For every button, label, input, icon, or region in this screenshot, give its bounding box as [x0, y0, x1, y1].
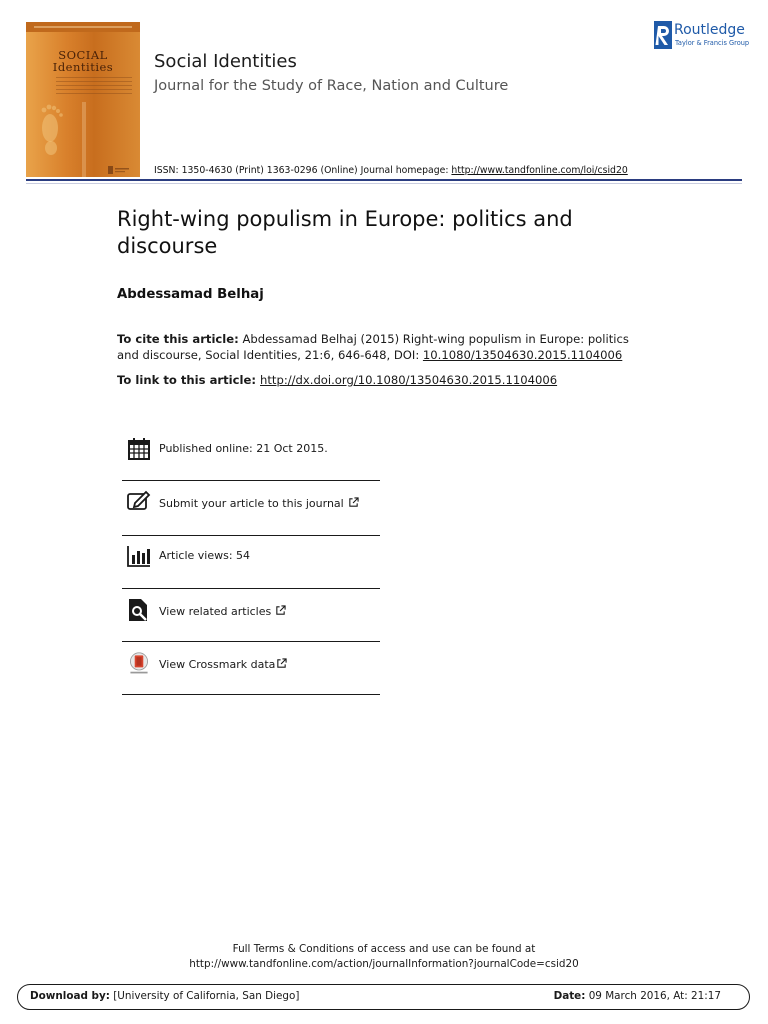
journal-cover-image — [26, 22, 140, 177]
published-row — [122, 428, 380, 481]
link-label: To link to this article: — [117, 373, 261, 387]
crossmark-icon — [127, 652, 151, 676]
article-author: Abdessamad Belhaj — [117, 287, 264, 302]
document-search-icon — [127, 598, 151, 622]
related-articles-link[interactable] — [159, 605, 286, 618]
date-value: 09 March 2016, At: 21:17 — [585, 990, 721, 1002]
bar-chart-icon — [127, 544, 151, 568]
terms-notice — [0, 942, 768, 972]
issn-text: ISSN: 1350-4630 (Print) 1363-0296 (Online) Journal homepage: — [154, 165, 452, 176]
footprint-icon — [36, 92, 72, 162]
published-date-label: Published online: 21 Oct 2015. — [159, 442, 328, 455]
external-link-icon — [348, 497, 359, 508]
cover-title-line2: Identities — [52, 60, 114, 74]
publisher-name: Routledge — [674, 22, 745, 38]
journal-homepage-link[interactable]: http://www.tandfonline.com/loi/csid20 — [451, 165, 628, 176]
download-by — [30, 990, 299, 1002]
crossmark-label: View Crossmark data — [159, 658, 276, 671]
crossmark-link[interactable] — [159, 658, 287, 671]
related-articles-label: View related articles — [159, 605, 272, 618]
article-views-label: Article views: 54 — [159, 549, 251, 562]
header-divider-light — [26, 183, 742, 184]
journal-subtitle: Journal for the Study of Race, Nation and Culture — [154, 78, 509, 94]
terms-link[interactable]: http://www.tandfonline.com/action/journalInformation?journalCode=csid20 — [189, 958, 579, 970]
submit-row[interactable] — [122, 481, 380, 536]
submit-article-label: Submit your article to this journal — [159, 497, 344, 510]
external-link-icon — [276, 658, 287, 669]
download-info-bar — [17, 984, 750, 1010]
cover-title — [26, 49, 140, 73]
article-link-line — [117, 373, 557, 387]
cover-stripe — [82, 102, 86, 177]
article-title: Right-wing populism in Europe: politics and discourse — [117, 207, 573, 258]
journal-title: Social Identities — [154, 51, 297, 72]
cover-publisher-logo-icon — [108, 165, 130, 175]
citation-block — [117, 332, 637, 363]
article-info-list — [122, 428, 380, 695]
routledge-logo-icon — [654, 21, 672, 49]
calendar-icon — [127, 437, 151, 461]
article-permalink[interactable]: http://dx.doi.org/10.1080/13504630.2015.1104006 — [260, 373, 558, 387]
terms-line1: Full Terms & Conditions of access and use can be found at — [232, 943, 536, 955]
views-row — [122, 536, 380, 589]
download-label: Download by: — [30, 990, 110, 1002]
header-divider — [26, 179, 742, 181]
cover-title-line1: SOCIAL — [58, 48, 108, 62]
external-link-icon — [275, 605, 286, 616]
submit-article-link[interactable] — [159, 497, 359, 510]
cite-text: Abdessamad Belhaj (2015) Right-wing populism in Europe: politics and discourse, Social Identities, 21:6, 646-648, DOI: — [117, 332, 629, 362]
download-date — [554, 990, 721, 1002]
date-label: Date: — [553, 990, 586, 1002]
cover-top-band — [26, 22, 140, 32]
cite-label: To cite this article: — [117, 332, 239, 346]
crossmark-row[interactable] — [122, 642, 380, 695]
publisher-group: Taylor & Francis Group — [675, 39, 750, 47]
issn-line — [154, 165, 628, 176]
related-row[interactable] — [122, 589, 380, 642]
doi-link[interactable]: 10.1080/13504630.2015.1104006 — [422, 347, 623, 362]
download-institution: [University of California, San Diego] — [109, 990, 300, 1002]
edit-icon — [127, 489, 151, 513]
